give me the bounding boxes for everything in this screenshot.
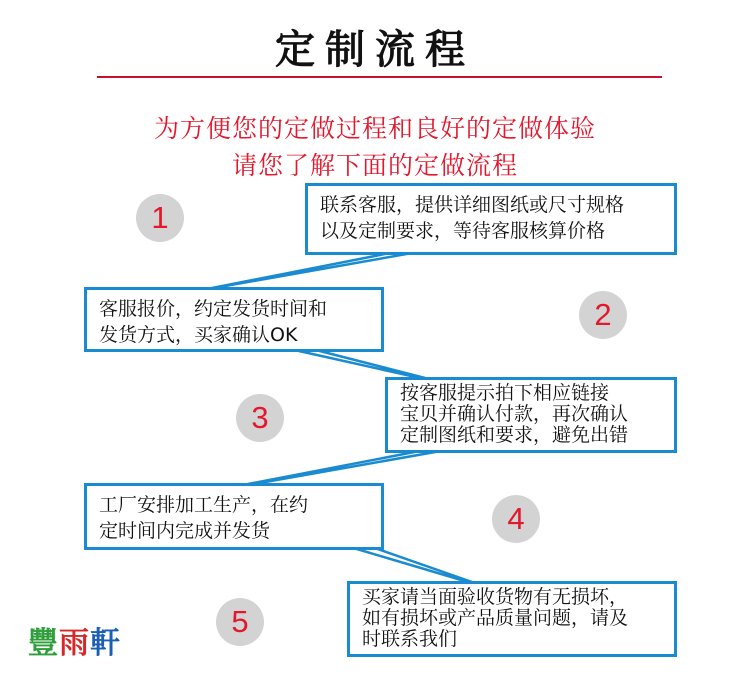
step-number-4: 4 [492,495,540,543]
step-5-text-line-3: 时联系我们 [362,628,458,650]
connector-1-2 [212,252,418,288]
logo-char-3: 軒 [90,626,121,661]
step-number-3: 3 [236,394,284,442]
connector-2-3 [290,349,425,378]
step-box-2 [84,287,384,352]
step-2-text-line-2: 发货方式，买家确认OK [99,324,298,346]
page-title: 定制流程 [275,27,475,73]
step-box-3 [385,377,677,453]
step-3-text-line-3: 定制图纸和要求，避免出错 [400,424,629,446]
step-2-text-line-1: 客服报价，约定发货时间和 [99,298,328,320]
step-box-5 [347,581,677,657]
step-4-text-line-1: 工厂安排加工生产，在约 [99,494,309,516]
step-box-4 [84,483,384,550]
step-3-text-line-1: 按客服提示拍下相应链接 [400,382,610,404]
step-number-5: 5 [216,598,264,646]
logo-char-2: 雨 [59,626,90,661]
subtitle-line-2: 请您了解下面的定做流程 [231,151,518,180]
step-5-text-line-1: 买家请当面验收货物有无损坏， [362,586,629,608]
brand-logo [28,618,121,662]
step-1-text-line-1: 联系客服，提供详细图纸或尺寸规格 [320,194,625,216]
step-1-text-line-2: 以及定制要求，等待客服核算价格 [320,220,606,242]
step-3-text-line-2: 宝贝并确认付款，再次确认 [400,403,629,425]
connector-4-5 [350,547,472,582]
subtitle-line-1: 为方便您的定做过程和良好的定做体验 [153,114,596,143]
step-number-1: 1 [136,194,184,242]
step-5-text-line-2: 如有损坏或产品质量问题，请及 [362,607,629,629]
logo-char-1: 豐 [28,626,59,661]
connector-3-4 [248,449,452,484]
step-box-1 [305,183,677,255]
step-number-2: 2 [579,291,627,339]
step-4-text-line-2: 定时间内完成并发货 [99,520,271,542]
